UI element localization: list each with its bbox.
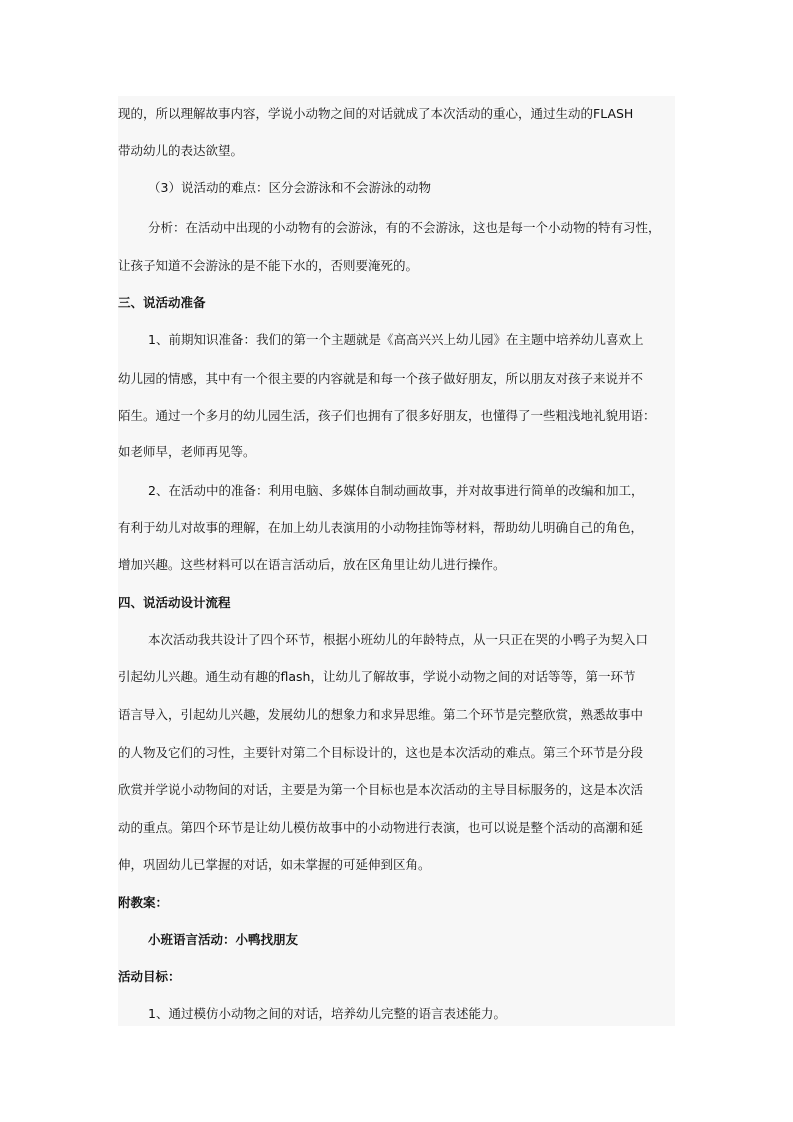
lesson-title: 小班语言活动：小鸭找朋友: [148, 932, 299, 947]
paragraph-line: 2、在活动中的准备：利用电脑、多媒体自制动画故事，并对故事进行简单的改编和加工，: [148, 483, 644, 498]
paragraph-line: 让孩子知道不会游泳的是不能下水的，否则要淹死的。: [118, 258, 419, 273]
paragraph-line: 幼儿园的情感，其中有一个很主要的内容就是和每一个孩子做好朋友，所以朋友对孩子来说并不: [118, 371, 644, 386]
paragraph-line: 1、前期知识准备：我们的第一个主题就是《高高兴兴上幼儿园》在主题中培养幼儿喜欢上: [148, 332, 644, 347]
paragraph-line: 本次活动我共设计了四个环节，根据小班幼儿的年龄特点，从一只正在哭的小鸭子为契入口: [148, 632, 649, 647]
paragraph-line: 动的重点。第四个环节是让幼儿模仿故事中的小动物进行表演，也可以说是整个活动的高潮和延: [118, 820, 644, 835]
paragraph-line: 分析：在活动中出现的小动物有的会游泳，有的不会游泳，这也是每一个小动物的特有习性，: [148, 220, 661, 235]
paragraph-line: 语言导入，引起幼儿兴趣，发展幼儿的想象力和求异思维。第二个环节是完整欣赏，熟悉故事中: [118, 707, 644, 722]
paragraph-line: 有利于幼儿对故事的理解，在加上幼儿表演用的小动物挂饰等材料，帮助幼儿明确自己的角色，: [118, 520, 644, 535]
paragraph-line: 现的，所以理解故事内容，学说小动物之间的对话就成了本次活动的重心，通过生动的FLASH: [118, 106, 634, 121]
paragraph-line: 欣赏并学说小动物间的对话，主要是为第一个目标也是本次活动的主导目标服务的，这是本次活: [118, 782, 644, 797]
paragraph-line: 伸，巩固幼儿已掌握的对话，如未掌握的可延伸到区角。: [118, 857, 431, 872]
section-heading-preparation: 三、说活动准备: [118, 295, 206, 310]
section-heading-flow: 四、说活动设计流程: [118, 595, 231, 610]
paragraph-line: 陌生。通过一个多月的幼儿园生活，孩子们也拥有了很多好朋友，也懂得了一些粗浅地礼貌用语：: [118, 408, 656, 423]
paragraph-line: 的人物及它们的习性，主要针对第二个目标设计的，这也是本次活动的难点。第三个环节是分段: [118, 745, 644, 760]
appendix-heading: 附教案：: [118, 895, 169, 910]
paragraph-line: 增加兴趣。这些材料可以在语言活动后，放在区角里让幼儿进行操作。: [118, 557, 506, 572]
difficulty-heading: （3）说活动的难点：区分会游泳和不会游泳的动物: [148, 180, 431, 195]
paragraph-line: 引起幼儿兴趣。通生动有趣的flash，让幼儿了解故事，学说小动物之间的对话等等，第一环节: [118, 669, 636, 684]
objectives-heading: 活动目标：: [118, 969, 181, 984]
paragraph-line: 带动幼儿的表达欲望。: [118, 143, 244, 158]
objective-item: 1、通过模仿小动物之间的对话，培养幼儿完整的语言表述能力。: [148, 1006, 506, 1021]
paragraph-line: 如老师早，老师再见等。: [118, 444, 256, 459]
